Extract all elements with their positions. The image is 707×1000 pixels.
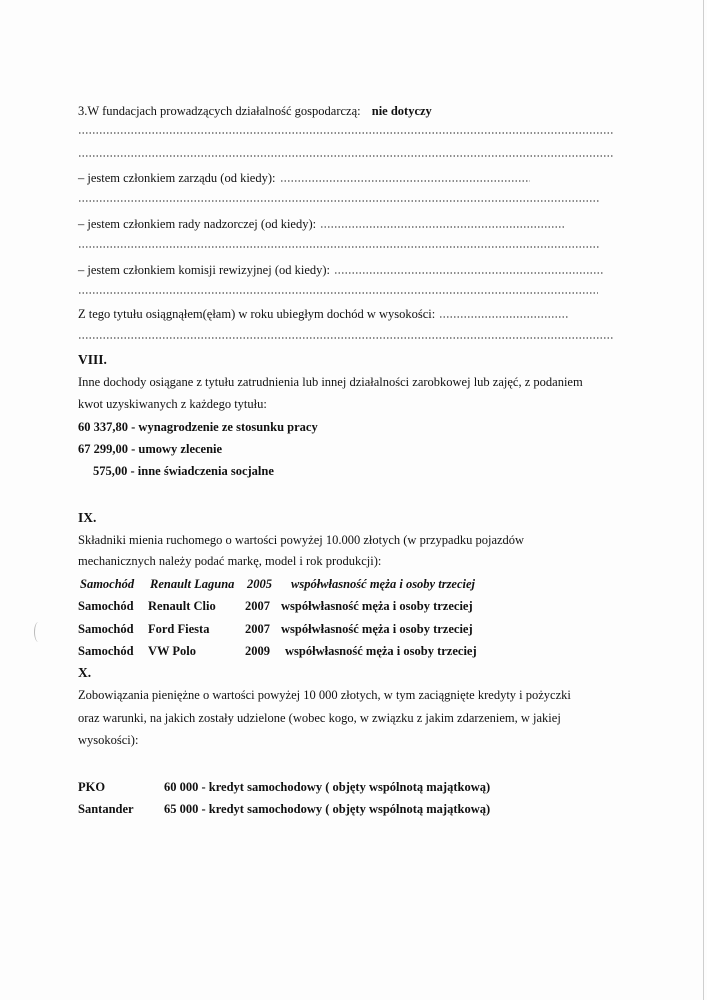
- dotted-line: [78, 132, 614, 134]
- vehicle-year: 2007: [245, 599, 270, 613]
- dotted-line: [78, 246, 600, 248]
- section3-status: nie dotyczy: [371, 104, 432, 118]
- section10-intro-1: Zobowiązania pieniężne o wartości powyżej 10 000 złotych, w tym zaciągnięte kredyty i pożyczki: [78, 688, 571, 702]
- section8-intro-1: Inne dochody osiągane z tytułu zatrudnienia lub innej działalności zarobkowej lub zajęć, z podaniem: [78, 375, 583, 389]
- loan-row: [78, 779, 618, 795]
- dotted-fill: [320, 226, 566, 228]
- vehicle-row: [80, 576, 620, 592]
- loan-bank: Santander: [78, 802, 134, 816]
- page-edge: [703, 0, 704, 1000]
- section10-heading: X.: [78, 665, 92, 680]
- section3-title: 3.W fundacjach prowadzących działalność gospodarczą:: [78, 104, 361, 118]
- section9-heading: IX.: [78, 510, 97, 525]
- section9-intro-2: mechanicznych należy podać markę, model i rok produkcji):: [78, 554, 382, 568]
- dotted-line: [78, 155, 614, 157]
- dotted-line: [78, 292, 598, 294]
- vehicle-ownership: współwłasność męża i osoby trzeciej: [281, 599, 473, 613]
- vehicle-year: 2009: [245, 644, 270, 658]
- loan-detail: 65 000 - kredyt samochodowy ( objęty wspólnotą majątkową): [164, 802, 491, 816]
- board-member-line: [78, 170, 530, 186]
- income-item: 60 337,80 - wynagrodzenie ze stosunku pracy: [78, 420, 318, 434]
- section8-heading: VIII.: [78, 352, 107, 367]
- dotted-fill: [334, 272, 604, 274]
- dotted-line: [78, 200, 600, 202]
- loan-bank: PKO: [78, 780, 106, 794]
- section3-title-line: [78, 103, 432, 119]
- vehicle-row: [78, 598, 618, 614]
- section9-intro-1: Składniki mienia ruchomego o wartości powyżej 10.000 złotych (w przypadku pojazdów: [78, 533, 525, 547]
- section10-intro-2: oraz warunki, na jakich zostały udzielone (wobec kogo, w związku z jakim zdarzeniem, w jakiej: [78, 711, 561, 725]
- dotted-fill: [280, 180, 530, 182]
- vehicle-model: Ford Fiesta: [148, 622, 210, 636]
- loan-detail: 60 000 - kredyt samochodowy ( objęty wspólnotą majątkową): [164, 780, 491, 794]
- vehicle-ownership: współwłasność męża i osoby trzeciej: [291, 577, 476, 591]
- scan-mark: [34, 622, 43, 642]
- vehicle-model: VW Polo: [148, 644, 197, 658]
- vehicle-type: Samochód: [78, 622, 134, 636]
- audit-member-line: [78, 262, 604, 278]
- vehicle-ownership: współwłasność męża i osoby trzeciej: [285, 644, 477, 658]
- supervisory-member-label: – jestem członkiem rady nadzorczej (od kiedy):: [78, 217, 317, 231]
- dotted-line: [78, 337, 614, 339]
- vehicle-type: Samochód: [78, 644, 134, 658]
- vehicle-model: Renault Clio: [148, 599, 216, 613]
- vehicle-year: 2005: [247, 577, 272, 591]
- vehicle-row: [78, 621, 618, 637]
- vehicle-type: Samochód: [80, 577, 135, 591]
- section8-intro-2: kwot uzyskiwanych z każdego tytułu:: [78, 397, 267, 411]
- vehicle-type: Samochód: [78, 599, 134, 613]
- vehicle-ownership: współwłasność męża i osoby trzeciej: [281, 622, 473, 636]
- audit-member-label: – jestem członkiem komisji rewizyjnej (od kiedy):: [78, 263, 331, 277]
- vehicle-year: 2007: [245, 622, 270, 636]
- vehicle-model: Renault Laguna: [150, 577, 235, 591]
- income-line: [78, 306, 569, 322]
- supervisory-member-line: [78, 216, 566, 232]
- income-label: Z tego tytułu osiągnąłem(ęłam) w roku ubiegłym dochód w wysokości:: [78, 307, 436, 321]
- loan-row: [78, 801, 618, 817]
- board-member-label: – jestem członkiem zarządu (od kiedy):: [78, 171, 276, 185]
- vehicle-row: [78, 643, 618, 659]
- dotted-fill: [439, 316, 569, 318]
- section10-intro-3: wysokości):: [78, 733, 139, 747]
- income-item: 67 299,00 - umowy zlecenie: [78, 442, 223, 456]
- income-item: 575,00 - inne świadczenia socjalne: [93, 464, 274, 478]
